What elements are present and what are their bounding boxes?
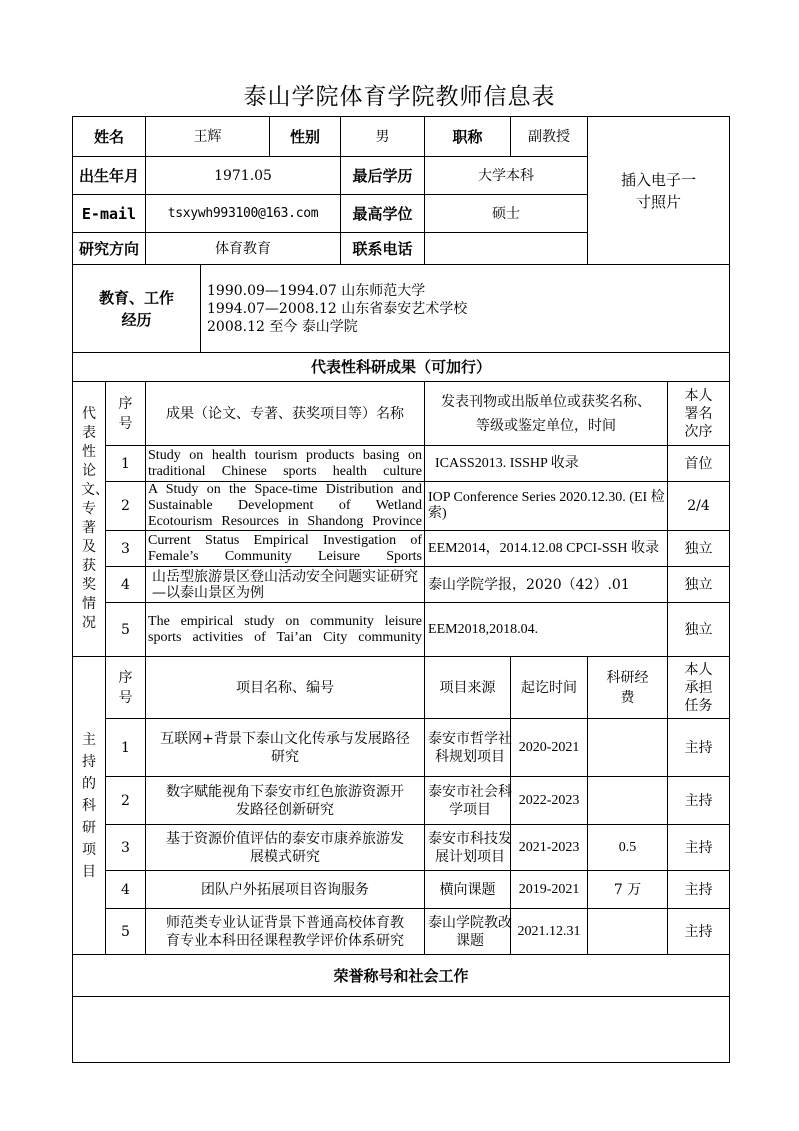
proj-no: 5 — [106, 909, 146, 955]
proj-period: 2021-2023 — [511, 825, 588, 871]
proj-role: 主持 — [668, 719, 730, 777]
ach-order: 2/4 — [668, 482, 730, 531]
ach-row — [73, 567, 730, 603]
ach-title: 山岳型旅游景区登山活动安全问题实证研究—以泰山景区为例 — [146, 567, 425, 603]
proj-name — [146, 909, 425, 955]
birth-value: 1971.05 — [146, 157, 341, 195]
experience-list — [201, 265, 730, 353]
proj-source-text: 泰安市科技发展计划项目 — [428, 830, 513, 865]
edu-value: 大学本科 — [425, 157, 588, 195]
phone-value — [425, 233, 588, 265]
proj-funds: 0.5 — [588, 825, 668, 871]
ach-no: 4 — [106, 567, 146, 603]
proj-source-text: 泰安市哲学社科规划项目 — [428, 730, 513, 765]
name-value: 王辉 — [146, 117, 270, 157]
proj-no: 4 — [106, 871, 146, 909]
ach-order: 独立 — [668, 531, 730, 567]
proj-header-role — [668, 657, 730, 719]
proj-source-text: 泰安市社会科学项目 — [428, 783, 513, 818]
ach-row — [73, 446, 730, 482]
proj-source — [425, 777, 511, 825]
proj-source-text: 泰山学院教改课题 — [428, 914, 513, 949]
proj-source — [425, 719, 511, 777]
email-value: tsxywh993100@163.com — [146, 195, 341, 233]
proj-name — [146, 719, 425, 777]
ach-no: 1 — [106, 446, 146, 482]
projects-side-label — [73, 657, 106, 955]
proj-name-text: 师范类专业认证背景下普通高校体育教育专业本科田径课程教学评价体系研究 — [166, 914, 405, 949]
proj-name-text: 数字赋能视角下泰安市红色旅游资源开发路径创新研究 — [166, 783, 405, 818]
projects-side-label-text: 主持的科研项目 — [82, 731, 96, 880]
proj-source — [425, 909, 511, 955]
rank-label: 职称 — [425, 117, 511, 157]
birth-label: 出生年月 — [73, 157, 146, 195]
proj-header-funds — [588, 657, 668, 719]
research-value: 体育教育 — [146, 233, 341, 265]
achievements-section-title: 代表性科研成果（可加行） — [73, 353, 730, 382]
proj-no: 3 — [106, 825, 146, 871]
proj-header-period: 起讫时间 — [511, 657, 588, 719]
ach-venue: EEM2018,2018.04. — [425, 603, 668, 657]
proj-header-no — [106, 657, 146, 719]
proj-no: 1 — [106, 719, 146, 777]
rank-value: 副教授 — [511, 117, 588, 157]
ach-title: Study on health tourism products basing on traditional Chinese sports health culture — [146, 446, 425, 482]
proj-funds — [588, 777, 668, 825]
proj-header-no-text: 序号 — [118, 669, 133, 706]
gender-label: 性别 — [270, 117, 341, 157]
proj-header-source: 项目来源 — [425, 657, 511, 719]
ach-venue: ICASS2013. ISSHP 收录 — [425, 446, 668, 482]
proj-funds: 7 万 — [588, 871, 668, 909]
experience-line: 1994.07—2008.12 山东省泰安艺术学校 — [207, 300, 468, 317]
proj-funds — [588, 719, 668, 777]
experience-line: 1990.09—1994.07 山东师范大学 — [207, 282, 426, 299]
ach-venue: 泰山学院学报，2020（42）.01 — [425, 567, 668, 603]
honors-content — [73, 997, 730, 1063]
proj-header-name: 项目名称、编号 — [146, 657, 425, 719]
proj-source — [425, 825, 511, 871]
honors-section-title: 荣誉称号和社会工作 — [73, 955, 730, 997]
ach-header-venue — [425, 382, 668, 446]
ach-header-order — [668, 382, 730, 446]
proj-name-text: 互联网+背景下泰山文化传承与发展路径研究 — [160, 730, 410, 765]
research-label: 研究方向 — [73, 233, 146, 265]
experience-label — [73, 265, 201, 353]
ach-row — [73, 482, 730, 531]
ach-header-no — [106, 382, 146, 446]
photo-text: 插入电子一寸照片 — [621, 170, 697, 211]
project-row — [73, 825, 730, 871]
ach-no: 2 — [106, 482, 146, 531]
proj-no: 2 — [106, 777, 146, 825]
experience-line: 2008.12 至今 泰山学院 — [207, 318, 358, 335]
proj-name-text: 基于资源价值评估的泰安市康养旅游发展模式研究 — [166, 830, 405, 865]
edu-label: 最后学历 — [341, 157, 425, 195]
proj-name — [146, 825, 425, 871]
proj-period: 2020-2021 — [511, 719, 588, 777]
experience-label-text: 教育、工作经历 — [98, 288, 174, 329]
proj-funds — [588, 909, 668, 955]
proj-role: 主持 — [668, 871, 730, 909]
photo-placeholder — [588, 117, 730, 265]
name-label: 姓名 — [73, 117, 146, 157]
ach-venue: EEM2014，2014.12.08 CPCI-SSH 收录 — [425, 531, 668, 567]
ach-order: 独立 — [668, 567, 730, 603]
ach-header-no-text: 序号 — [118, 395, 133, 432]
ach-title: Current Status Empirical Investigation of Female’s Community Leisure Sports — [146, 531, 425, 567]
ach-title: The empirical study on community leisure sports activities of Tai’an City community — [146, 603, 425, 657]
project-row — [73, 777, 730, 825]
ach-title: A Study on the Space-time Distribution and Sustainable Development of Wetland Ecotourism Resources in Shandong Province — [146, 482, 425, 531]
proj-role: 主持 — [668, 909, 730, 955]
ach-header-venue-text: 发表刊物或出版单位或获奖名称、等级或鉴定单位，时间 — [441, 393, 652, 434]
proj-source: 横向课题 — [425, 871, 511, 909]
ach-no: 3 — [106, 531, 146, 567]
proj-role: 主持 — [668, 825, 730, 871]
proj-period: 2021.12.31 — [511, 909, 588, 955]
project-row — [73, 719, 730, 777]
gender-value: 男 — [341, 117, 425, 157]
ach-row — [73, 531, 730, 567]
degree-label: 最高学位 — [341, 195, 425, 233]
teacher-info-table — [72, 116, 730, 1063]
proj-name: 团队户外拓展项目咨询服务 — [146, 871, 425, 909]
ach-order: 独立 — [668, 603, 730, 657]
degree-value: 硕士 — [425, 195, 588, 233]
ach-no: 5 — [106, 603, 146, 657]
page-title: 泰山学院体育学院教师信息表 — [243, 84, 556, 110]
proj-period: 2019-2021 — [511, 871, 588, 909]
proj-role: 主持 — [668, 777, 730, 825]
ach-row — [73, 603, 730, 657]
proj-header-role-text: 本人承担任务 — [684, 661, 713, 714]
proj-header-funds-text: 科研经费 — [606, 669, 649, 706]
achievements-side-label — [73, 382, 109, 657]
ach-venue: IOP Conference Series 2020.12.30. (EI 检索) — [425, 482, 668, 531]
proj-name — [146, 777, 425, 825]
email-label: E-mail — [73, 195, 146, 233]
ach-header-title: 成果（论文、专著、获奖项目等）名称 — [146, 382, 425, 446]
proj-period: 2022-2023 — [511, 777, 588, 825]
project-row — [73, 909, 730, 955]
project-row — [73, 871, 730, 909]
achievements-side-label-text: 代表性论文、专著及获奖情况 — [81, 406, 109, 631]
ach-order: 首位 — [668, 446, 730, 482]
phone-label: 联系电话 — [341, 233, 425, 265]
ach-header-order-text: 本人署名次序 — [684, 387, 713, 440]
